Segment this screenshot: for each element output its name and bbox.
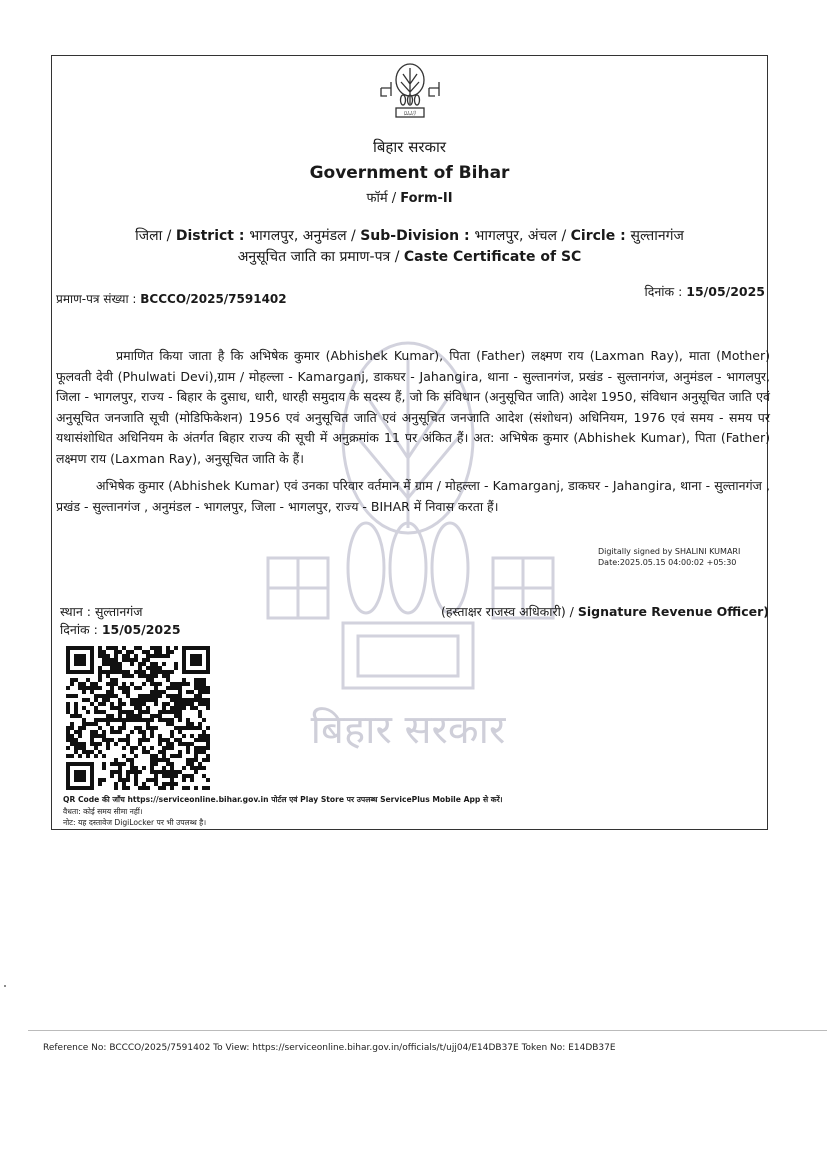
title-hindi: बिहार सरकार xyxy=(372,138,447,156)
qr-note: QR Code की जाँच https://serviceonline.bihar.gov.in पोर्टल एवं Play Store पर उपलब्ध ServicePlus Mobile App से करें। xyxy=(63,795,503,804)
place-date-value: 15/05/2025 xyxy=(101,622,181,637)
notes xyxy=(63,794,503,829)
subdivision-value: भागलपुर, अंचल / xyxy=(474,228,571,244)
form-english: Form-II xyxy=(400,191,453,206)
certificate-title-hindi: अनुसूचित जाति का प्रमाण-पत्र / xyxy=(237,249,404,265)
district-value: भागलपुर, अनुमंडल / xyxy=(249,228,361,244)
certificate-body-paragraph: प्रमाणित किया जाता है कि अभिषेक कुमार (Abhishek Kumar), पिता (Father) लक्ष्मण राय (Laxman Ray), माता (Mother) फूलवती देवी (Phulwati Devi),ग्राम / मोहल्ला - Kamarganj, डाकघर - Jahangira, थाना - सुल्तानगंज, प्रखंड - सुल्तानगंज, अनुमंडल - भागलपुर, जिला - भागलपुर, राज्य - बिहार के दुसाध, धारी, धारही समुदाय के सदस्य हैं, जो कि संविधान (अनुसूचित जाति) आदेश 1950, संविधान अनुसूचित जाति एवं अनुसूचित जनजाति सूची (मोडिफिकेशन) 1956 एवं अनुसूचित जाति एवं अनुसूचित जनजाति आदेश (संशोधन) अधिनियम, 1976 एवं समय - समय पर यथासंशोधित अधिनियम के अंतर्गत बिहार राज्य की सूची में अनुक्रमांक 11 पर अंकित हैं। अत: अभिषेक कुमार (Abhishek Kumar), पिता (Father) लक्ष्मण राय (Laxman Ray), अनुसूचित जाति के हैं। xyxy=(56,348,770,466)
district-label: District : xyxy=(175,228,250,244)
watermark-text: बिहार सरकार xyxy=(310,707,506,753)
issue-date xyxy=(644,283,765,300)
signature-hindi: (हस्ताक्षर राजस्व अधिकारी) / xyxy=(440,604,578,619)
place-label: स्थान : xyxy=(60,604,95,619)
footer-divider xyxy=(28,1030,827,1031)
signature-english: Signature Revenue Officer) xyxy=(577,604,769,619)
certificate-number xyxy=(56,290,287,307)
form-hindi: फॉर्म / xyxy=(366,191,401,206)
location-line xyxy=(51,226,768,245)
place-date xyxy=(60,621,181,638)
district-hindi: जिला / xyxy=(135,228,176,244)
certificate-number-value: BCCCO/2025/7591402 xyxy=(140,292,287,306)
form-title xyxy=(51,188,768,206)
circle-label: Circle : xyxy=(570,228,631,244)
digital-signature xyxy=(598,546,740,568)
signature-line xyxy=(441,603,769,620)
subdivision-label: Sub-Division : xyxy=(360,228,475,244)
issue-date-label: दिनांक : xyxy=(644,284,687,299)
validity-note: वैधता: कोई समय सीमा नहीं। xyxy=(63,806,143,816)
scan-speck xyxy=(4,985,6,987)
issue-date-value: 15/05/2025 xyxy=(686,284,765,299)
emblem-text: ﾛﾑﾑﾘ xyxy=(403,110,417,118)
certificate-title xyxy=(51,247,768,266)
certificate-number-label: प्रमाण-पत्र संख्या : xyxy=(56,292,141,306)
residence-paragraph: अभिषेक कुमार (Abhishek Kumar) एवं उनका परिवार वर्तमान में ग्राम / मोहल्ला - Kamarganj, डाकघर - Jahangira, थाना - सुल्तानगंज , प्रखंड - सुल्तानगंज , अनुमंडल - भागलपुर, जिला - भागलपुर, राज्य - BIHAR में निवास करता हैं। xyxy=(56,478,770,514)
digital-signature-name: Digitally signed by SHALINI KUMARI xyxy=(598,547,741,556)
digilocker-note: नोट: यह दस्तावेज DigiLocker पर भी उपलब्ध है। xyxy=(63,818,207,827)
qr-code-icon xyxy=(66,646,210,790)
certificate-title-english: Caste Certificate of SC xyxy=(403,249,582,265)
digital-signature-date: Date:2025.05.15 04:00:02 +05:30 xyxy=(598,558,737,567)
bihar-emblem-icon xyxy=(377,60,443,122)
place-date-label: दिनांक : xyxy=(60,622,102,637)
place-value: सुल्तानगंज xyxy=(94,604,143,619)
reference-footer: Reference No: BCCCO/2025/7591402 To View: https://serviceonline.bihar.gov.in/officials/t/ujj04/E14DB37E Token No: E14DB37E xyxy=(43,1043,616,1053)
circle-value: सुल्तानगंज xyxy=(630,228,684,244)
place xyxy=(60,603,143,620)
page-title: Government of Bihar xyxy=(309,163,510,183)
